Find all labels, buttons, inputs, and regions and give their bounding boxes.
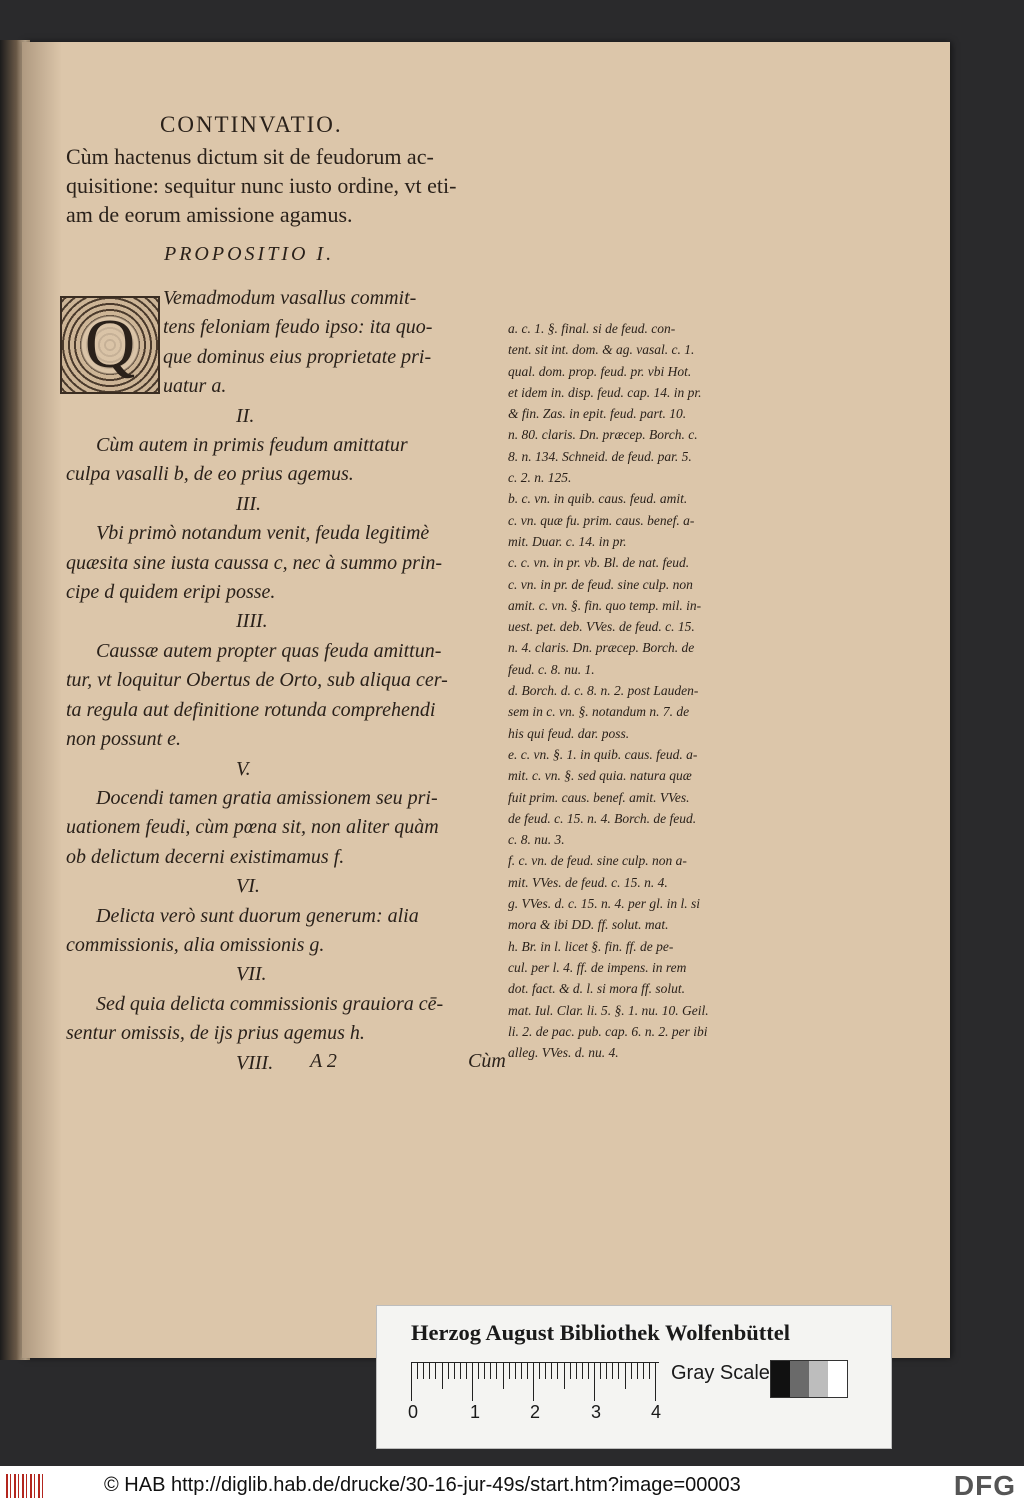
ruler-tick (631, 1363, 632, 1379)
margin-note-line: c. 2. n. 125. (508, 470, 572, 486)
margin-note-line: sem in c. vn. §. notandum n. 7. de (508, 704, 690, 720)
margin-note-line: & fin. Zas. in epit. feud. part. 10. (508, 406, 687, 422)
dfg-logo: DFG (953, 1470, 1016, 1501)
margin-note-line: a. c. 1. §. final. si de feud. con- (508, 321, 676, 336)
margin-note-line: cul. per l. 4. ff. de impens. in rem (508, 959, 687, 975)
margin-note-line: c. vn. quæ fu. prim. caus. benef. a- (508, 512, 695, 528)
ruler-tick (496, 1363, 497, 1379)
ruler-tick (600, 1363, 601, 1379)
text-line: ta regula aut definitione rotunda comprehendi (66, 698, 436, 721)
margin-note-line: c. 8. nu. 3. (508, 832, 565, 848)
ruler-tick (472, 1363, 473, 1401)
library-title: Herzog August Bibliothek Wolfenbüttel (411, 1320, 790, 1345)
margin-note-line: mit. Duar. c. 14. in pr. (508, 533, 627, 549)
ruler-tick (576, 1363, 577, 1379)
decorated-initial-letter: Q (62, 298, 158, 392)
ruler-tick (478, 1363, 479, 1379)
ruler-tick (490, 1363, 491, 1379)
ruler-tick (429, 1363, 430, 1379)
proposition-number: IIII. (236, 610, 268, 633)
ruler-number: 1 (470, 1402, 481, 1422)
margin-note-line: et idem in. disp. feud. cap. 14. in pr. (508, 384, 702, 400)
margin-note-line: his qui feud. dar. poss. (508, 725, 630, 741)
reference-card (376, 1305, 892, 1449)
ruler-tick (618, 1363, 619, 1379)
text-line: commissionis, alia omissionis g. (66, 933, 325, 956)
margin-note-line: qual. dom. prop. feud. pr. vbi Hot. (508, 363, 692, 379)
ruler-tick (448, 1363, 449, 1379)
ruler-tick (454, 1363, 455, 1379)
ruler-tick (637, 1363, 638, 1379)
text-line: uatur a. (163, 375, 227, 398)
text-line: Delicta verò sunt duorum generum: alia (96, 904, 419, 927)
intro-line: quisitione: sequitur nunc iusto ordine, vt eti- (66, 173, 457, 198)
ruler-tick (594, 1363, 595, 1401)
text-line: tens feloniam feudo ipso: ita quo- (163, 316, 433, 339)
scale-ruler (411, 1362, 659, 1403)
ruler-tick (442, 1363, 443, 1389)
proposition-number: VIII. (236, 1051, 274, 1074)
ruler-tick (551, 1363, 552, 1379)
text-line: Sed quia delicta commissionis grauiora cē- (96, 992, 444, 1015)
margin-note-line: li. 2. de pac. pub. cap. 6. n. 2. per ibi (508, 1023, 708, 1039)
margin-note-line: mat. Iul. Clar. li. 5. §. 1. nu. 10. Geil. (508, 1002, 709, 1018)
ruler-tick (417, 1363, 418, 1379)
ruler-number: 0 (408, 1402, 419, 1422)
margin-note-line: d. Borch. d. c. 8. n. 2. post Lauden- (508, 683, 699, 699)
margin-note-line: h. Br. in l. licet §. fin. ff. de pe- (508, 938, 674, 954)
ruler-tick (655, 1363, 656, 1401)
text-line: non possunt e. (66, 728, 181, 751)
intro-line: am de eorum amissione agamus. (66, 202, 353, 227)
ruler-tick (521, 1363, 522, 1379)
ruler-tick (509, 1363, 510, 1379)
gray-scale-label: Gray Scale (671, 1362, 770, 1384)
ruler-tick (533, 1363, 534, 1401)
ruler-tick (625, 1363, 626, 1389)
proposition-number: II. (236, 404, 255, 427)
margin-note-line: uest. pet. deb. VVes. de feud. c. 15. (508, 619, 695, 635)
ruler-tick (411, 1363, 412, 1401)
proposition-number: III. (236, 492, 261, 515)
proposition-number: VI. (236, 875, 260, 898)
margin-note-line: n. 80. claris. Dn. præcep. Borch. c. (508, 427, 698, 443)
margin-note-line: amit. c. vn. §. fin. quo temp. mil. in- (508, 597, 702, 613)
margin-note-line: fuit prim. caus. benef. amit. VVes. (508, 789, 690, 805)
ruler-tick (564, 1363, 565, 1389)
ruler-tick (466, 1363, 467, 1379)
margin-note-line: mora & ibi DD. ff. solut. mat. (508, 917, 669, 933)
margin-note-line: tent. sit int. dom. & ag. vasal. c. 1. (508, 342, 695, 358)
margin-note-line: c. vn. in pr. de feud. sine culp. non (508, 576, 693, 592)
margin-note-line: de feud. c. 15. n. 4. Borch. de feud. (508, 810, 697, 826)
margin-note-line: b. c. vn. in quib. caus. feud. amit. (508, 491, 688, 507)
hab-logo-icon (6, 1474, 44, 1498)
ruler-number: 2 (530, 1402, 541, 1422)
margin-note-line: feud. c. 8. nu. 1. (508, 661, 595, 677)
gray-swatch (771, 1361, 790, 1397)
margin-note-line: alleg. VVes. d. nu. 4. (508, 1045, 619, 1061)
text-line: Docendi tamen gratia amissionem seu pri- (96, 786, 438, 809)
margin-note-line: mit. VVes. de feud. c. 15. n. 4. (508, 874, 668, 890)
text-line: Vemadmodum vasallus commit- (163, 287, 417, 309)
ruler-tick (484, 1363, 485, 1379)
margin-note-line: dot. fact. & d. l. si mora ff. solut. (508, 981, 686, 997)
ruler-tick (570, 1363, 571, 1379)
ruler-number: 4 (651, 1402, 662, 1422)
ruler-tick (435, 1363, 436, 1379)
copyright-url[interactable]: © HAB http://diglib.hab.de/drucke/30-16-jur-49s/start.htm?image=00003 (104, 1474, 741, 1496)
ruler-tick (460, 1363, 461, 1379)
ruler-tick (588, 1363, 589, 1379)
ruler-tick (515, 1363, 516, 1379)
proposition-title: PROPOSITIO I. (164, 243, 335, 265)
ruler-tick (527, 1363, 528, 1379)
proposition-number: V. (236, 757, 251, 780)
signature-mark: A 2 (310, 1050, 337, 1072)
text-line: cipe d quidem eripi posse. (66, 581, 276, 604)
margin-note-line: c. c. vn. in pr. vb. Bl. de nat. feud. (508, 555, 690, 571)
text-line: culpa vasalli b, de eo prius agemus. (66, 463, 354, 486)
gray-swatch (828, 1361, 847, 1397)
gutter-shadow (22, 42, 62, 1358)
text-line: tur, vt loquitur Obertus de Orto, sub aliqua cer- (66, 669, 448, 692)
text-line: uationem feudi, cùm pœna sit, non aliter quàm (66, 816, 439, 839)
text-line: Caussæ autem propter quas feuda amittun- (96, 639, 442, 662)
ruler-tick (423, 1363, 424, 1379)
text-line: que dominus eius proprietate pri- (163, 345, 432, 368)
ruler-number: 3 (591, 1402, 602, 1422)
ruler-tick (545, 1363, 546, 1379)
margin-note-line: mit. c. vn. §. sed quia. natura quæ (508, 768, 692, 784)
margin-notes-column (508, 318, 709, 1063)
main-text-column (66, 284, 448, 1078)
intro-paragraph (66, 142, 456, 229)
ruler-tick (503, 1363, 504, 1389)
ruler-tick (606, 1363, 607, 1379)
ruler-tick (649, 1363, 650, 1379)
margin-note-line: 8. n. 134. Schneid. de feud. par. 5. (508, 448, 692, 464)
text-line: Cùm autem in primis feudum amittatur (96, 434, 408, 457)
text-line: quæsita sine iusta caussa c, nec à summo prin- (66, 551, 443, 574)
intro-line: Cùm hactenus dictum sit de feudorum ac- (66, 144, 434, 169)
ruler-tick (539, 1363, 540, 1379)
footer-bar (0, 1466, 1024, 1507)
proposition-number: VII. (236, 963, 267, 986)
ruler-tick (557, 1363, 558, 1379)
margin-note-line: e. c. vn. §. 1. in quib. caus. feud. a- (508, 746, 698, 762)
text-line: ob delictum decerni existimamus f. (66, 845, 345, 868)
catchword: Cùm (468, 1050, 506, 1072)
margin-note-line: f. c. vn. de feud. sine culp. non a- (508, 853, 687, 869)
section-heading: CONTINVATIO. (160, 112, 343, 137)
gray-scale-swatches (770, 1360, 848, 1398)
margin-note-line: g. VVes. d. c. 15. n. 4. per gl. in l. si (508, 896, 700, 912)
ruler-tick (643, 1363, 644, 1379)
text-line: Vbi primò notandum venit, feuda legitimè (96, 522, 430, 545)
gray-swatch (790, 1361, 809, 1397)
margin-note-line: n. 4. claris. Dn. præcep. Borch. de (508, 640, 695, 656)
gray-swatch (809, 1361, 828, 1397)
ruler-tick (582, 1363, 583, 1379)
text-line: sentur omissis, de ijs prius agemus h. (66, 1022, 365, 1045)
ruler-tick (612, 1363, 613, 1379)
